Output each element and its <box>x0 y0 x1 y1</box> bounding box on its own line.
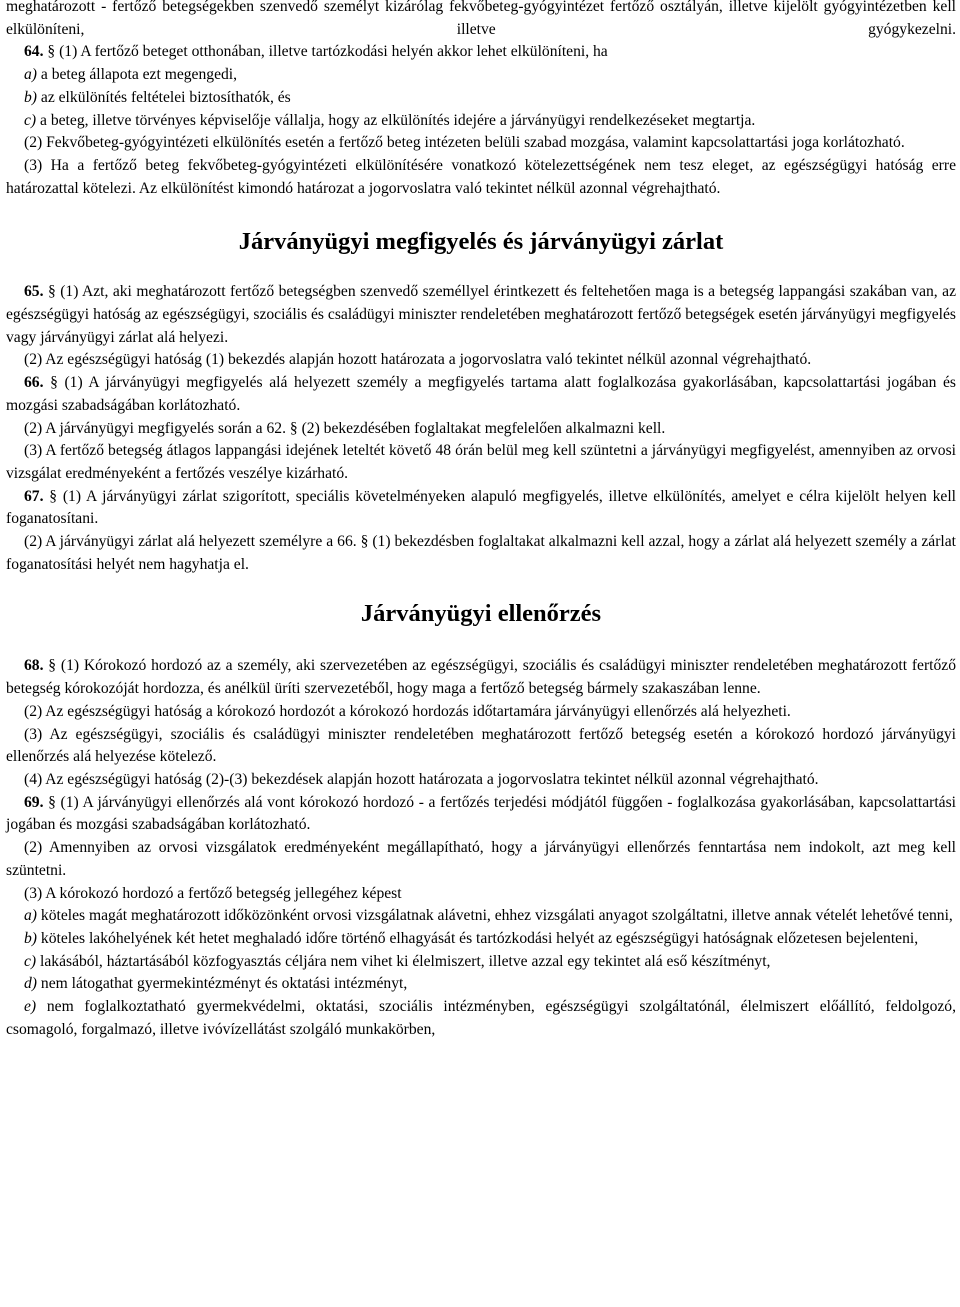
section-number: 64. <box>24 43 44 61</box>
paragraph-text: § (1) A járványügyi ellenőrzés alá vont kórokozó hordozó - a fertőzés terjedési módjától függően - foglalkozása gyakorlásában, kapcsolattartási jogában és mozgási szabadságában korlátozható. <box>6 793 956 834</box>
paragraph-text: (3) Ha a fertőző beteg fekvőbeteg-gyógyintézeti elkülönítésére vonatkozó kötelezettségének nem tesz eleget, az egészségügyi hatóság erre határozattal kötelezi. Az elkülönítést kimondó határozat a jogorvoslatra való tekintet nélkül azonnal végrehajtható. <box>6 156 956 197</box>
paragraph <box>6 905 956 928</box>
item-letter: c) <box>24 111 37 129</box>
item-letter: e) <box>24 998 37 1016</box>
item-letter: a) <box>24 66 37 84</box>
paragraph <box>6 64 956 87</box>
paragraph-text: § (1) A járványügyi zárlat szigorított, speciális követelményeken alapuló megfigyelés, illetve elkülönítés, amelyet e célra kijelölt helyen kell foganatosítani. <box>6 487 956 528</box>
paragraph-text: a beteg állapota ezt megengedi, <box>37 66 238 84</box>
section-number: 68. <box>24 657 44 675</box>
section-paragraph <box>6 281 956 349</box>
paragraph-text: (2) A járványügyi zárlat alá helyezett személyre a 66. § (1) bekezdésben foglaltakat alkalmazni kell azzal, hogy a zárlat alá helyezett személy a zárlat foganatosítási helyét nem hagyhatja el. <box>6 533 956 573</box>
paragraph <box>6 110 956 133</box>
paragraph-text: § (1) Kórokozó hordozó az a személy, aki szervezetében az egészségügyi, szociális és családügyi miniszter rendeletében meghatározott fertőző betegség kórokozóját hordozza, és anélkül üríti szervezetéből, hogy maga a fertőző betegség bármely szakaszában lenne. <box>6 657 956 698</box>
paragraph <box>6 418 956 441</box>
paragraph <box>6 837 956 882</box>
item-letter: c) <box>24 952 37 970</box>
paragraph <box>6 996 956 1041</box>
paragraph-text: (3) A fertőző betegség átlagos lappangási idejének leteltét követő 48 órán belül meg kell szüntetni a járványügyi megfigyelést, amennyiben az orvosi vizsgálat eredményeként a fertőzés veszélye kizárható. <box>6 442 956 482</box>
paragraph-text: meghatározott - fertőző betegségekben szenvedő személyt kizárólag fekvőbeteg-gyógyintézet fertőző osztályán, illetve kijelölt gyógyintézetben kell elkülöníteni, illetve gyógykezelni. <box>6 0 956 38</box>
paragraph-text: a beteg, illetve törvényes képviselője vállalja, hogy az elkülönítés idejére a járványügyi rendelkezéseket megtartja. <box>36 111 756 129</box>
paragraph-text: § (1) A fertőző beteget otthonában, illetve tartózkodási helyén akkor lehet elkülöníteni, ha <box>43 43 608 61</box>
item-letter: a) <box>24 907 37 925</box>
section-number: 69. <box>24 793 44 811</box>
paragraph-text: § (1) Azt, aki meghatározott fertőző betegségben szenvedő személlyel érintkezett és feltehetően maga is a betegség lappangási szakában van, az egészségügyi hatóság az egészségügyi, szociális és családügyi miniszter rendeletében meghatározott fertőző betegségek esetén járványügyi megfigyelés vagy járványügyi zárlat alá helyezi. <box>6 283 956 346</box>
section-paragraph <box>6 486 956 531</box>
paragraph <box>6 349 956 372</box>
paragraph-text: (4) Az egészségügyi hatóság (2)-(3) bekezdések alapján hozott határozata a jogorvoslatra tekintet nélkül azonnal végrehajtható. <box>24 770 819 788</box>
section-paragraph <box>6 372 956 417</box>
document-page <box>6 0 956 1041</box>
paragraph-text: (2) A járványügyi megfigyelés során a 62. § (2) bekezdésében foglaltakat megfelelően alkalmazni kell. <box>24 419 666 437</box>
paragraph-text: (2) Amennyiben az orvosi vizsgálatok eredményeként megállapítható, hogy a járványügyi ellenőrzés fenntartása nem indokolt, azt meg kell szüntetni. <box>6 839 956 879</box>
paragraph-text: (2) Az egészségügyi hatóság a kórokozó hordozót a kórokozó hordozás időtartamára járványügyi ellenőrzés alá helyezheti. <box>24 702 791 720</box>
paragraph-text: (3) Az egészségügyi, szociális és családügyi miniszter rendeletében meghatározott fertőző betegség esetén a kórokozó hordozó járványügyi ellenőrzés alá helyezése kötelező. <box>6 725 956 766</box>
paragraph <box>6 701 956 724</box>
paragraph <box>6 973 956 996</box>
paragraph-text: nem foglalkoztatható gyermekvédelmi, oktatási, szociális intézményben, egészségügyi szolgáltatónál, élelmiszert előállító, feldolgozó, csomagoló, forgalmazó, illetve ivóvízellátást szolgáló munkakörben, <box>6 998 956 1038</box>
paragraph-text: (2) Az egészségügyi hatóság (1) bekezdés alapján hozott határozata a jogorvoslatra való tekintet nélkül azonnal végrehajtható. <box>24 351 812 369</box>
section-paragraph <box>6 792 956 837</box>
paragraph <box>6 87 956 110</box>
item-letter: b) <box>24 929 37 947</box>
paragraph-text: (2) Fekvőbeteg-gyógyintézeti elkülönítés esetén a fertőző beteg intézeten belüli szabad mozgása, valamint kapcsolattartási joga korlátozható. <box>24 134 905 152</box>
paragraph <box>6 132 956 155</box>
section-heading: Járványügyi ellenőrzés <box>360 600 602 628</box>
paragraph <box>6 883 956 906</box>
paragraph-text: az elkülönítés feltételei biztosíthatók, és <box>37 88 291 106</box>
section-number: 65. <box>24 283 44 301</box>
section-number: 67. <box>24 487 44 505</box>
paragraph-text: § (1) A járványügyi megfigyelés alá helyezett személy a megfigyelés tartama alatt foglalkozása gyakorlásában, kapcsolattartási jogában és mozgási szabadságában korlátozható. <box>6 374 956 414</box>
section-paragraph <box>6 655 956 700</box>
paragraph <box>6 0 956 41</box>
paragraph-text: köteles magát meghatározott időközönként orvosi vizsgálatnak alávetni, ehhez vizsgálati anyagot szolgáltatni, illetve annak vételét lehetővé tenni, <box>37 907 953 925</box>
section-heading: Járványügyi megfigyelés és járványügyi zárlat <box>238 228 724 256</box>
paragraph-text: nem látogathat gyermekintézményt és oktatási intézményt, <box>37 975 408 993</box>
item-letter: b) <box>24 88 37 106</box>
paragraph <box>6 928 956 951</box>
paragraph <box>6 951 956 974</box>
paragraph <box>6 724 956 769</box>
item-letter: d) <box>24 975 37 993</box>
paragraph-text: köteles lakóhelyének két hetet meghaladó időre történő elhagyását és tartózkodási helyét az egészségügyi hatóságnak előzetesen bejelenteni, <box>37 929 919 947</box>
section-paragraph <box>6 41 956 64</box>
paragraph <box>6 440 956 485</box>
paragraph <box>6 531 956 576</box>
paragraph-text: (3) A kórokozó hordozó a fertőző betegség jellegéhez képest <box>24 884 402 902</box>
section-number: 66. <box>24 374 44 392</box>
paragraph-text: lakásából, háztartásából közfogyasztás céljára nem vihet ki élelmiszert, illetve azzal egy tekintet alá eső készítményt, <box>36 952 771 970</box>
paragraph <box>6 155 956 200</box>
paragraph <box>6 769 956 792</box>
